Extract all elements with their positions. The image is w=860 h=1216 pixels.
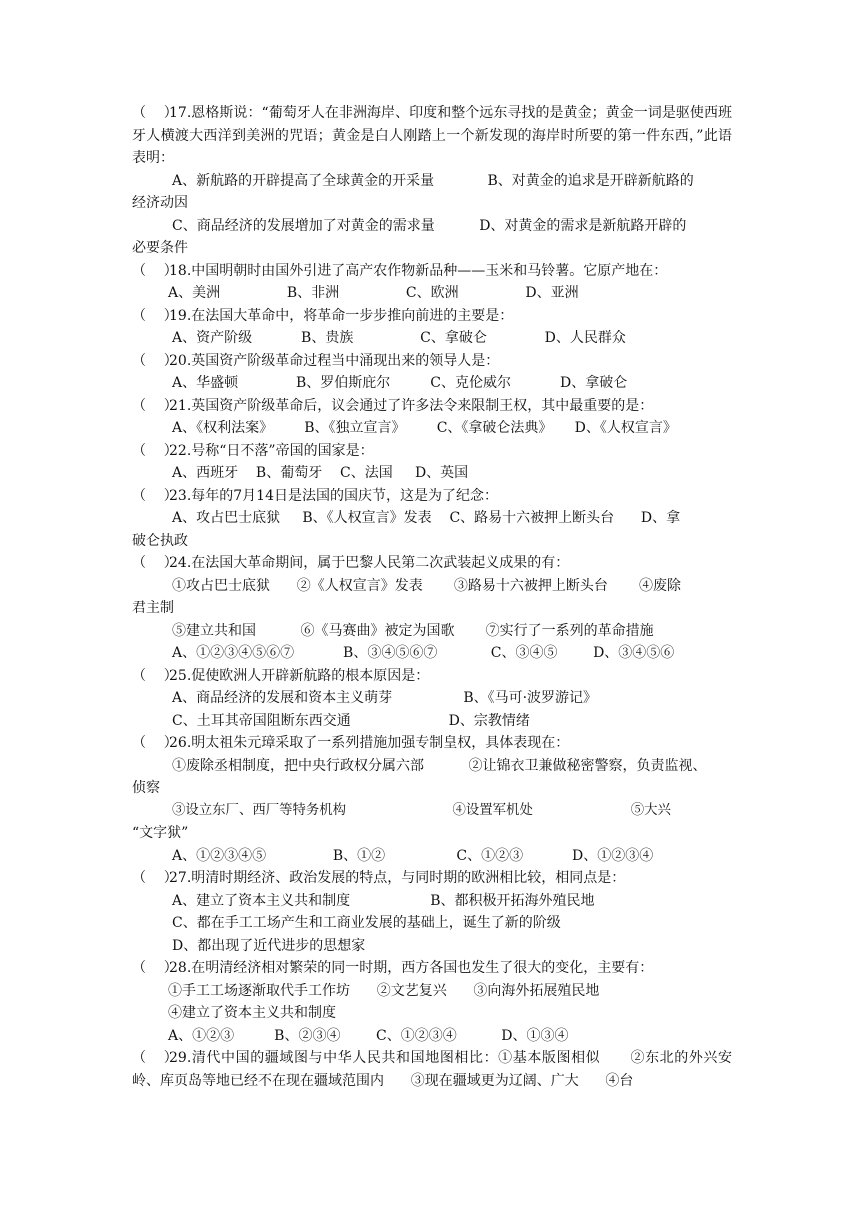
option-line: ③设立东厂、西厂等特务机构 ④设置军机处 ⑤大兴 [172,802,671,818]
option-line: A、建立了资本主义共和制度 B、都积极开拓海外殖民地 [172,892,595,909]
question-26 [132,732,732,867]
option-line: A、资产阶级 B、贵族 C、拿破仑 D、人民群众 [172,330,626,346]
answer-blank[interactable]: （ ） [132,397,178,414]
question-17 [132,102,732,260]
question-stem: 29.清代中国的疆域图与中华人民共和国地图相比：①基本版图相似 ②东北的外兴安岭、库页岛等地已经不在现在疆域范围内 ③现在疆域更为辽阔、广大 ④台 [132,1050,732,1089]
option-line: 君主制 [132,600,174,616]
option-line: ①攻占巴士底狱 ②《人权宣言》发表 ③路易十六被押上断头台 ④废除 [172,577,682,594]
answer-blank[interactable]: （ ） [132,960,178,976]
option-line: ④建立了资本主义共和制度 [168,1005,336,1021]
answer-blank[interactable]: （ ） [132,667,178,684]
option-line: ①废除丞相制度，把中央行政权分属六部 ②让锦衣卫兼做秘密警察，负责监视、 [172,757,707,774]
answer-blank[interactable]: （ ） [132,442,178,459]
question-stem: 17.恩格斯说：“葡萄牙人在非洲海岸、印度和整个远东寻找的是黄金；黄金一词是驱使西班牙人横渡大西洋到美洲的咒语；黄金是白人刚踏上一个新发现的海岸时所要的第一件东西，”此语表明： [132,105,732,166]
option-line: C、都在手工工场产生和工商业发展的基础上，诞生了新的阶级 [172,915,561,931]
question-28 [132,957,732,1047]
question-stem: 24.在法国大革命期间，属于巴黎人民第二次武装起义成果的有： [169,555,570,571]
option-line: 必要条件 [132,240,188,256]
question-stem: 25.促使欧洲人开辟新航路的根本原因是： [169,667,430,684]
question-18 [132,260,732,305]
option-line: A、①②③ B、②③④ C、①②③④ D、①③④ [168,1027,569,1044]
option-line: A、新航路的开辟提高了全球黄金的开采量 B、对黄金的追求是开辟新航路的 [172,172,694,189]
question-27 [132,867,732,957]
option-line: C、土耳其帝国阻断东西交通 D、宗教情绪 [172,712,530,729]
question-23 [132,485,732,553]
answer-blank[interactable]: （ ） [132,487,178,504]
answer-blank[interactable]: （ ） [132,307,178,324]
question-stem: 18.中国明朝时由国外引进了高产农作物新品种——玉米和马铃薯。它原产地在： [169,262,668,279]
question-stem: 22.号称“日不落”帝国的国家是： [169,442,374,459]
option-line: 侦察 [132,780,160,796]
answer-blank[interactable]: （ ） [132,262,178,279]
answer-blank[interactable]: （ ） [132,105,178,121]
question-22 [132,440,732,485]
answer-blank[interactable]: （ ） [132,735,178,751]
option-line: ①手工工场逐渐取代手工作坊 ②文艺复兴 ③向海外拓展殖民地 [168,982,600,999]
option-line: C、商品经济的发展增加了对黄金的需求量 D、对黄金的需求是新航路开辟的 [172,217,687,234]
option-line: A、商品经济的发展和资本主义萌芽 B、《马可·波罗游记》 [172,690,598,706]
option-line: D、都出现了近代进步的思想家 [172,937,366,954]
option-line: A、《权利法案》 B、《独立宣言》 C、《拿破仑法典》 D、《人权宣言》 [172,420,677,436]
option-line: A、攻占巴士底狱 B、《人权宣言》发表 C、路易十六被押上断头台 D、拿 [172,510,681,526]
question-stem: 23.每年的7月14日是法国的国庆节，这是为了纪念： [169,487,498,504]
answer-blank[interactable]: （ ） [132,870,178,886]
question-stem: 27.明清时期经济、政治发展的特点，与同时期的欧洲相比较，相同点是： [169,870,626,886]
question-stem: 28.在明清经济相对繁荣的同一时期，西方各国也发生了很大的变化，主要有： [169,960,654,976]
option-line: A、①②③④⑤ B、①② C、①②③ D、①②③④ [172,847,654,864]
option-line: 破仑执政 [132,532,188,549]
answer-blank[interactable]: （ ） [132,352,178,369]
question-stem: 26.明太祖朱元璋采取了一系列措施加强专制皇权，具体表现在： [169,735,570,751]
option-line: ⑤建立共和国 ⑥《马赛曲》被定为国歌 ⑦实行了一系列的革命措施 [172,622,654,639]
question-stem: 19.在法国大革命中，将革命一步步推向前进的主要是： [169,307,514,324]
option-line: “文字狱” [132,825,189,841]
question-stem: 21.英国资产阶级革命后，议会通过了许多法令来限制王权，其中最重要的是： [169,397,654,414]
question-19 [132,305,732,350]
question-21 [132,395,732,440]
option-line: A、华盛顿 B、罗伯斯庇尔 C、克伦威尔 D、拿破仑 [172,375,628,391]
question-25 [132,665,732,733]
option-line: A、美洲 B、非洲 C、欧洲 D、亚洲 [168,285,579,301]
question-20 [132,350,732,395]
question-stem: 20.英国资产阶级革命过程当中涌现出来的领导人是： [169,352,500,369]
answer-blank[interactable]: （ ） [132,1050,178,1066]
option-line: A、①②③④⑤⑥⑦ B、③④⑤⑥⑦ C、③④⑤ D、③④⑤⑥ [172,645,675,661]
question-24 [132,552,732,665]
option-line: A、西班牙 B、葡萄牙 C、法国 D、英国 [172,465,469,481]
exam-page [132,102,732,1092]
option-line: 经济动因 [132,195,188,211]
answer-blank[interactable]: （ ） [132,555,178,571]
question-29 [132,1047,732,1092]
